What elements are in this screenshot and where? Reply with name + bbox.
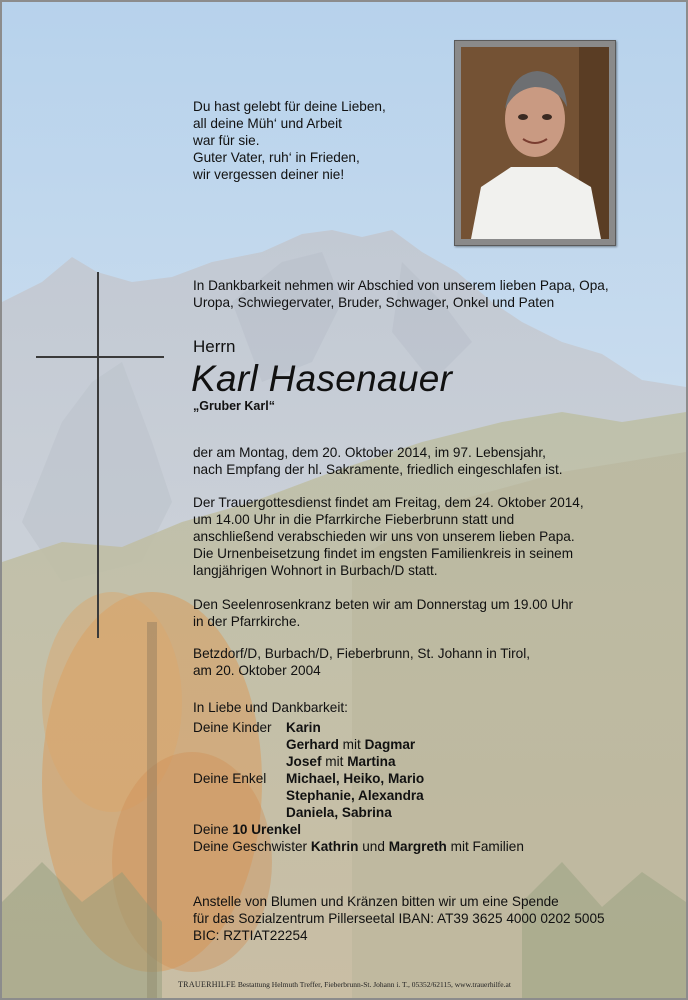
poem-line: Du hast gelebt für deine Lieben, — [193, 99, 386, 114]
date-line: am 20. Oktober 2004 — [193, 663, 321, 678]
sibling-name: Margreth — [388, 839, 447, 854]
children-label: Deine Kinder — [193, 720, 272, 735]
portrait-image — [461, 47, 609, 239]
great-grandchildren — [193, 821, 301, 838]
place-date — [193, 645, 530, 679]
salutation: Herrn — [193, 337, 236, 356]
donation-line: für das Sozialzentrum Pillerseetal IBAN: AT39 3625 4000 0202 5005 — [193, 911, 605, 926]
deceased-nickname: „Gruber Karl“ — [193, 399, 275, 413]
and-word: und — [362, 839, 385, 854]
donation-line: BIC: RZTIAT22254 — [193, 928, 308, 943]
poem — [193, 98, 386, 183]
child-family — [286, 736, 415, 753]
death-line: der am Montag, dem 20. Oktober 2014, im 97. Lebensjahr, — [193, 445, 546, 460]
funeral-line: anschließend verabschieden wir uns von unserem lieben Papa. — [193, 529, 575, 544]
intro-text — [193, 277, 609, 311]
poem-line: Guter Vater, ruh‘ in Frieden, — [193, 150, 360, 165]
siblings — [193, 838, 524, 855]
funeral-line: Die Urnenbeisetzung findet im engsten Familienkreis in seinem — [193, 546, 574, 561]
funeral-line: Der Trauergottesdienst findet am Freitag, dem 24. Oktober 2014, — [193, 495, 584, 510]
footer-credit — [178, 980, 511, 989]
siblings-prefix: Deine Geschwister — [193, 839, 308, 854]
footer-brand: TRAUERHILFE — [178, 980, 236, 989]
child-name: Karin — [286, 720, 321, 735]
mourners-heading: In Liebe und Dankbarkeit: — [193, 700, 348, 715]
death-notice — [193, 444, 563, 478]
sibling-name: Kathrin — [310, 839, 359, 854]
spouse-name: Dagmar — [364, 737, 416, 752]
funeral-info — [193, 494, 584, 579]
great-prefix: Deine — [193, 822, 229, 837]
grandchildren-line: Stephanie, Alexandra — [286, 788, 424, 803]
portrait-photo — [454, 40, 616, 246]
rosary-info — [193, 596, 573, 630]
death-line: nach Empfang der hl. Sakramente, friedlich eingeschlafen ist. — [193, 462, 563, 477]
funeral-line: um 14.00 Uhr in die Pfarrkirche Fieberbrunn statt und — [193, 512, 515, 527]
place-line: Betzdorf/D, Burbach/D, Fieberbrunn, St. Johann in Tirol, — [193, 646, 530, 661]
with-word: mit — [342, 737, 361, 752]
poem-line: wir vergessen deiner nie! — [193, 167, 345, 182]
child-name: Gerhard — [286, 737, 339, 752]
grandchildren-line: Daniela, Sabrina — [286, 805, 392, 820]
grandchildren-line: Michael, Heiko, Mario — [286, 771, 425, 786]
donation-line: Anstelle von Blumen und Kränzen bitten wir um eine Spende — [193, 894, 559, 909]
donation-request — [193, 893, 605, 944]
spouse-name: Martina — [347, 754, 396, 769]
rosary-line: Den Seelenrosenkranz beten wir am Donnerstag um 19.00 Uhr — [193, 597, 574, 612]
rosary-line: in der Pfarrkirche. — [193, 614, 301, 629]
intro-line: In Dankbarkeit nehmen wir Abschied von unserem lieben Papa, Opa, — [193, 278, 609, 293]
deceased-name: Karl Hasenauer — [191, 358, 453, 399]
great-count: 10 Urenkel — [232, 822, 302, 837]
poem-line: war für sie. — [193, 133, 260, 148]
funeral-line: langjährigen Wohnort in Burbach/D statt. — [193, 563, 438, 578]
siblings-suffix: mit Familien — [450, 839, 524, 854]
with-word: mit — [325, 754, 344, 769]
footer-text: Bestattung Helmuth Treffer, Fieberbrunn-St. Johann i. T., 05352/62115, www.trauerhilfe.at — [237, 980, 511, 989]
child-name: Josef — [286, 754, 322, 769]
grandchildren-label: Deine Enkel — [193, 771, 267, 786]
intro-line: Uropa, Schwiegervater, Bruder, Schwager, Onkel und Paten — [193, 295, 555, 310]
child-family — [286, 753, 396, 770]
poem-line: all deine Müh‘ und Arbeit — [193, 116, 342, 131]
